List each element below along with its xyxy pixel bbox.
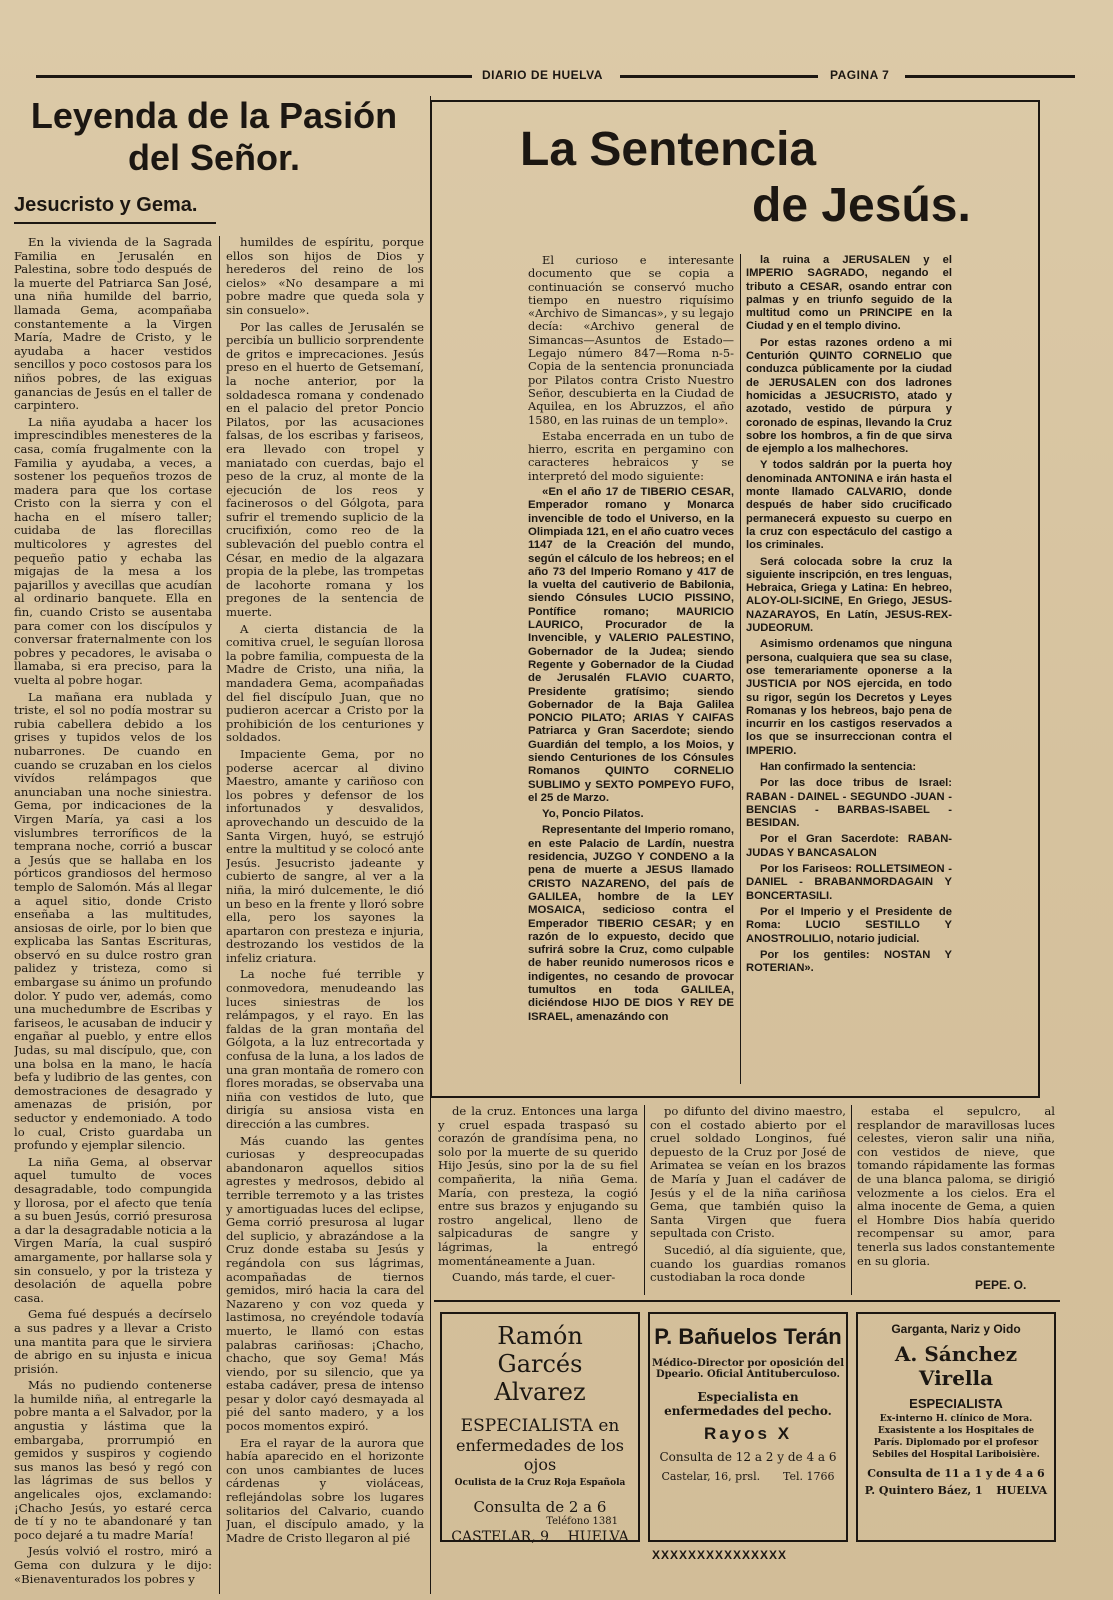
paragraph: La noche fué terrible y conmovedora, menudeando las luces siniestras de los relámpagos, y el rayo. En las faldas de la gran montaña del Gólgota, a la luz entrecortada y confusa de la luna, a los lados de una gran montaña de romero con flores moradas, se observaba una niña con vestidos de luto, que dirigía su ansiosa vista en dirección a las cumbres. — [226, 967, 424, 1131]
paragraph: Por las doce tribus de Israel: RABAN - DAINEL - SEGUNDO -JUAN - BENCIAS - BARBAS-ISABEL - BESIDAN. — [746, 777, 952, 830]
left-article-column-2 — [226, 236, 424, 1594]
paragraph: Y todos saldrán por la puerta hoy denominada ANTONINA e irán hasta el monte llamado CALVARIO, donde después de haber sido crucificado permanecerá expuesto su cuerpo en la cruz con espectáculo del castigo a los criminales. — [746, 459, 952, 552]
ad-garces — [440, 1312, 640, 1545]
ad-banuelos-line4: Rayos X — [703, 1424, 793, 1443]
paragraph: La mañana era nublada y triste, el sol no podía mostrar su rubia cabellera debido a los grises y tupidos velos de los nubarrones. De cuando en cuando se cruzaban en los cielos vivídos relámpagos que anunciaban una noche siniestra. Gema, por indicaciones de la Virgen María, ya casi a los vislumbres terroríficos de la temprana noche, corrió a buscar a Jesús que se hallaba en los pórticos grandiosos del hermoso templo de Salomón. Más al llegar a aquel sitio, donde Cristo enseñaba a las multitudes, ansiosas de oirle, por lo bien que explicaba las Santas Escrituras, observó en su dulce rostro gran palidez y tristeza, como si embargase su ánimo un profundo dolor. Y pudo ver, además, como una muchedumbre de Escribas y fariseos, le acusaban de inducir y engañar al pueblo, y entre ellos Judas, su mal discípulo, que, con una bolsa en la mano, le hacía befa y ludibrio de las gentes, con demostraciones de desagrado y amenazas de prisión, por seductor y endemoniado. A todo lo cual, Cristo guardaba un profundo y ejemplar silencio. — [14, 689, 212, 1153]
column-divider — [219, 236, 220, 1594]
ad-garces-line2: enfermedades de los ojos — [456, 1436, 624, 1474]
paragraph: Impaciente Gema, por no poderse acercar al divino Maestro, amante y cariñoso con los pobres y defensor de los infortunados y desvalidos, aprovechando un descuido de la Santa Virgen, huyó, se estrujó entre la multitud y se colocó ante Jesús. Jesucristo jadeante y cubierto de sangre, al ver a la niña, la miró dulcemente, le dió un beso en la frente y lloró sobre ella, pero los sayones la apartaron con presteza e injuria, destrozando los vestidos de la infeliz criatura. — [226, 746, 424, 965]
ad-banuelos-line7: Tel. 1766 — [783, 1470, 835, 1483]
left-article-column-1 — [14, 236, 212, 1594]
paragraph: estaba el sepulcro, al resplandor de maravillosas luces celestes, vieron salir una niña, con vestidos de nieve, que tomando rápidamente las formas de una blanca paloma, se dirigió velozmente a los cielos. Era el alma inocente de Gema, a quien el Hombre Dios había querido recompensar su amor, para tenerla sus lados constantemente en su gloria. — [857, 1105, 1055, 1268]
ad-sanchez-line5: HUELVA — [996, 1484, 1048, 1497]
header-rule-left — [36, 75, 472, 78]
subtitle-rule — [14, 222, 216, 224]
column-divider — [740, 254, 741, 1084]
header-rule-mid — [620, 75, 818, 78]
paragraph: de la cruz. Entonces una larga y cruel espada traspasó su corazón de grandísima pena, no solo por la muerte de su querido Hijo Jesús, sino por la de su fiel compañerita, la niña Gema. María, con presteza, la cogió entre sus brazos y enjugando su rostro angelical, lleno de salpicaduras de sangre y lágrimas, la entregó momentáneamente a Juan. — [438, 1105, 638, 1268]
paragraph: La niña Gema, al observar aquel tumulto de voces desagradable, todo compungida y llorosa, por el afecto que tenía a su buen Jesús, corrió presurosa a dar la desagradable noticia a la Virgen María, la cual suspiró amargamente, por hallarse sola y sin consuelo, y por la tristeza y desolación de aquella pobre casa. — [14, 1154, 212, 1305]
paragraph: Asimismo ordenamos que ninguna persona, cualquiera que sea su clase, ose temerariamente oponerse a la JUSTICIA por NOS ejercida, en todo su rigor, según los Decretos y Leyes Romanas y los hebreos, bajo pena de incurrir en los castigos reservados a los que se insurreccionan contra el IMPERIO. — [746, 638, 952, 757]
ad-sanchez-line4: P. Quintero Báez, 1 — [864, 1484, 983, 1497]
paragraph: Cuando, más tarde, el cuer- — [452, 1270, 616, 1285]
column-divider — [644, 1105, 645, 1295]
ad-garces-line3: Oculista de la Cruz Roja Española — [454, 1478, 626, 1488]
left-article-column-4 — [650, 1105, 846, 1297]
paragraph: Yo, Poncio Pilatos. — [542, 808, 644, 821]
ad-banuelos-line5: Consulta de 12 a 2 y de 4 a 6 — [659, 1450, 837, 1464]
ad-garces-line6: CASTELAR, 9 — [451, 1529, 550, 1545]
paragraph: Jesús volvió el rostro, miró a Gema con dulzura y le dijo: «Bienaventurados los pobres y — [14, 1544, 212, 1586]
page-number: PAGINA 7 — [830, 68, 890, 82]
left-article-title: Leyenda de la Pasión del Señor. — [30, 95, 398, 178]
paragraph: «En el año 17 de TIBERIO CESAR, Emperador romano y Monarca invencible de todo el Universo, en la Olimpiada 121, en el año cuatro veces 1147 de la Creación del mundo, según el cálculo de los hebreos; en el año 73 del Imperio Romano y 417 de la vuelta del cautiverio de Babilonia, siendo Cónsules LUCIO PISSINO, Pontífice romano; MAURICIO LAURICO, Procurador de la Invencible, y VALERIO PALESTINO, Gobernador de la Judea; siendo Regente y Gobernador de la Ciudad de Jerusalén FLAVIO CUARTO, Presidente gratísimo; siendo Gobernador de la Baja Galilea PONCIO PILATO; ARIAS Y CAIFAS Patriarca y Gran Sacerdote; siendo Guardián del templo, a los Moios, y siendo Centuriones de los Cónsules Romanos QUINTO CORNELIO SUBLIMO y SEXTO POMPEYO FUFO, el 25 de Marzo. — [528, 486, 734, 804]
right-article-title-line1: La Sentencia — [520, 123, 817, 176]
paragraph: po difunto del divino maestro, con el costado abierto por el cruel soldado Longinos, fué depuesto de la Cruz por José de Arimatea se veían en los brazos de María y Juan el cadáver de Jesús y el de la niña cariñosa Gema, que también quiso la Santa Virgen que fuera sepultada con Cristo. — [650, 1105, 846, 1241]
ad-garces-line4: Consulta de 2 a 6 — [473, 1498, 607, 1516]
ad-garces-line7: HUELVA — [567, 1529, 629, 1545]
paragraph: Era el rayar de la aurora que había aparecido en el horizonte con unos cambiantes de luces cárdenas y violáceas, reflejándolas sobre los lugares solitarios del Calvario, cuando Juan, el discípulo amado, y la Madre de Cristo llegaron al pié — [226, 1435, 424, 1545]
ad-sanchez-line2: Ex-interno H. clínico de Mora. Exasistente a los Hospitales de París. Diplomado por el profesor Sebiles del Hospital Lariboisière. — [872, 1414, 1040, 1460]
paragraph: Por los Fariseos: ROLLETSIMEON - DANIEL - BRABANMORDAGAIN Y BONCERTASILI. — [746, 863, 952, 902]
right-article-title-line2: de Jesús. — [752, 179, 971, 232]
paragraph: Gema fué después a decírselo a sus padres y a llevar a Cristo una mantita para que le sirviera de abrigo en su injusta e inicua prisión. — [14, 1307, 212, 1376]
ad-sanchez — [856, 1312, 1056, 1542]
left-article-subtitle: Jesucristo y Gema. — [14, 194, 198, 216]
paragraph: Por el Gran Sacerdote: RABAN-JUDAS Y BANCASALON — [746, 833, 952, 859]
paragraph: A cierta distancia de la comitiva cruel, le seguían llorosa la pobre familia, compuesta de la Madre de Cristo, una niña, la mandadera Gema, acompañadas del fiel discípulo Juan, que no pudieron acercar a Cristo por la prohibición de los centuriones y soldados. — [226, 621, 424, 745]
paragraph: En la vivienda de la Sagrada Familia en Jerusalén en Palestina, sobre todo después de la muerte del Patriarca San José, una niña humilde del barrio, llamada Gema, acompañaba constantemente a la Virgen María, Madre de Cristo, y le ayudaba a hacer vestidos sencillos y poco costosos para los niños pobres, de las exiguas ganancias de Jesús en el taller de carpintero. — [14, 236, 212, 413]
sentence-column-2 — [746, 254, 952, 1086]
ad-garces-name: Ramón Garcés Alvarez — [494, 1322, 586, 1406]
ads-rule — [434, 1300, 1060, 1302]
ad-banuelos-line3: Especialista en enfermedades del pecho. — [664, 1390, 832, 1418]
footer-x-row: XXXXXXXXXXXXXXX — [652, 1548, 788, 1562]
ad-garces-line5: Teléfono 1381 — [546, 1516, 618, 1527]
paragraph: Sucedió, al día siguiente, que, cuando los guardias romanos custodiaban la roca donde — [650, 1242, 846, 1285]
ad-banuelos-line2: Dpeario. Oficial Antituberculoso. — [655, 1369, 841, 1380]
ad-banuelos-name: P. Bañuelos Terán — [654, 1324, 842, 1349]
paragraph: Más no pudiendo contenerse la humilde niña, al entregarle la pobre manta a el Salvador, por la angustia y lástima que la embargaba, prorrumpió en gemidos y suspiros y cogiendo sus manos las besó y regó con las lágrimas de sus bellos y angelicales ojos, exclamando: ¡Chacho Jesús, yo estaré cerca de tí y no te abandonaré y tan poco dejaré a tu madre María! — [14, 1378, 212, 1542]
ad-garces-line1: ESPECIALISTA en — [460, 1416, 620, 1436]
paragraph: La niña ayudaba a hacer los imprescindibles menesteres de la casa, comía frugalmente con la Familia y ayudaba, a veces, a sostener los pequeños trozos de madera para que los cortase Cristo con la sierra y con el hacha en el mísero taller; cuidaba de las florecillas multicolores y agrestes del pequeño patio y echaba las migajas de la mesa a los pajarillos y avecillas que acudían al ordinario banquete. Ella en fin, cuando Cristo se ausentaba para comer con los discípulos y conversar fraternalmente con los pobres y pecadores, le avisaba o llamaba, si era preciso, para la vuelta al pobre hogar. — [14, 414, 212, 687]
paragraph: Más cuando las gentes curiosas y despreocupadas abandonaron aquellos sitios agrestes y medrosos, debido al terrible terremoto y a las tristes y amortiguadas luces del eclipse, Gema corrió presurosa al lugar del suplicio, y abrazándose a la Cruz donde estaba su Jesús y regándola con sus lágrimas, acompañadas de tiernos gemidos, miró hacia la cara del Nazareno y con voz queda y lastimosa, no creyéndole todavía muerto, le llamó con estas palabras cariñosas: ¡Chacho, chacho, que soy Gema! Más viendo, por su silencio, que ya estaba cadáver, presa de intenso pesar y dolor cayó desmayada al pié del santo madero, y a los pocos momentos expiró. — [226, 1133, 424, 1434]
header-rule-right — [905, 75, 1075, 78]
paragraph: Por el Imperio y el Presidente de Roma: LUCIO SESTILLO Y ANOSTROLILIO, notario judicial. — [746, 905, 952, 945]
paragraph: Representante del Imperio romano, en este Palacio de Lardín, nuestra residencia, JUZGO Y CONDENO a la pena de muerte a JESUS llamado CRISTO NAZARENO, del país de GALILEA, hombre de la LEY MOSAICA, sedicioso contra el Emperador TIBERIO CESAR; y en razón de lo expuesto, decido que sufrirá sobre la Cruz, como culpable de haber reunido numerosos ricos e indigentes, no cesando de provocar tumultos en toda GALILEA, diciéndose HIJO DE DIOS Y REY DE ISRAEL, amenazándo con — [528, 824, 734, 1023]
paragraph: Han confirmado la sentencia: — [760, 760, 917, 773]
ad-banuelos-line6: Castelar, 16, prsl. — [661, 1470, 761, 1483]
paragraph: Por los gentiles: NOSTAN Y ROTERIAN». — [746, 948, 952, 975]
ad-banuelos-line1: Médico-Director por oposición del — [652, 1358, 844, 1369]
paragraph: Por estas razones ordeno a mi Centurión QUINTO CORNELIO que conduzca públicamente por la ciudad de JERUSALEN con dos ladrones homicidas a JESUCRISTO, atado y azotado, vestido de púrpura y coronado de espinas, llevando la Cruz sobre los hombros, a fin de que sirva de ejemplo a los malhechores. — [746, 336, 952, 456]
column-divider — [851, 1105, 852, 1295]
ad-sanchez-top: Garganta, Nariz y Oido — [891, 1322, 1021, 1336]
paragraph: El curioso e interesante documento que se copia a continuación se conservó mucho tiempo en nuestro riquísimo «Archivo de Simancas», y su legajo decía: «Archivo general de Simancas—Asuntos de Estado—Legajo número 847—Roma n-5-Copia de la sentencia pronunciada por Pilatos contra Cristo Nuestro Señor, descubierta en la Ciudad de Aquilea, en los Abruzzos, el año 1580, en las ruinas de un templo». — [528, 254, 734, 427]
paragraph: humildes de espíritu, porque ellos son hijos de Dios y herederos del reino de los cielos» «No desampare a mi pobre madre que queda sola y sin consuelo». — [226, 236, 424, 317]
article-signature: PEPE. O. — [975, 1278, 1027, 1292]
paragraph: Por las calles de Jerusalén se percibía un bullicio sorprendente de gritos e imprecaciones. Jesús preso en el huerto de Getsemaní, la noche anterior, por la soldadesca romana y condenado en el palacio del pretor Poncio Pilatos, por las acusaciones falsas, de los escribas y fariseos, era llevado con tropel y maniatado con cuerdas, bajo el peso de la cruz, al monte de la ejecución de los reos y facinerosos o del Gólgota, para sufrir el tremendo suplicio de la crucifixión, como reo de la sublevación del pueblo contra el César, en medio de la algazara propia de la plebe, las trompetas de lacohorte romana y los pregones de la sentencia de muerte. — [226, 319, 424, 620]
left-article-column-5 — [857, 1105, 1055, 1275]
paragraph: Estaba encerrada en un tubo de hierro, escrita en pergamino con caracteres hebraicos y se interpretó del modo siguiente: — [528, 428, 734, 483]
ad-sanchez-name: A. Sánchez Virella — [894, 1342, 1018, 1390]
newspaper-name: DIARIO DE HUELVA — [482, 68, 603, 82]
left-article-column-3 — [438, 1105, 638, 1297]
paragraph: Será colocada sobre la cruz la siguiente inscripción, en tres lenguas, Hebraica, Griega y Latina: En hebreo, ALOY-OLI-SICINE, En Griego, JESUS-NAZARAYOS, En Latín, JESUS-REX-JUDEORUM. — [746, 555, 952, 635]
ad-sanchez-line1: ESPECIALISTA — [909, 1396, 1003, 1411]
ad-sanchez-line3: Consulta de 11 a 1 y de 4 a 6 — [867, 1467, 1045, 1480]
ad-banuelos — [648, 1312, 848, 1542]
sentence-column-1 — [528, 254, 734, 1086]
paragraph: la ruina a JERUSALEN y el IMPERIO SAGRADO, negando el tributo a CESAR, osando entrar con palmas y en triunfo seguido de la multitud como un PRINCIPE en la Ciudad y en el templo divino. — [746, 254, 952, 333]
